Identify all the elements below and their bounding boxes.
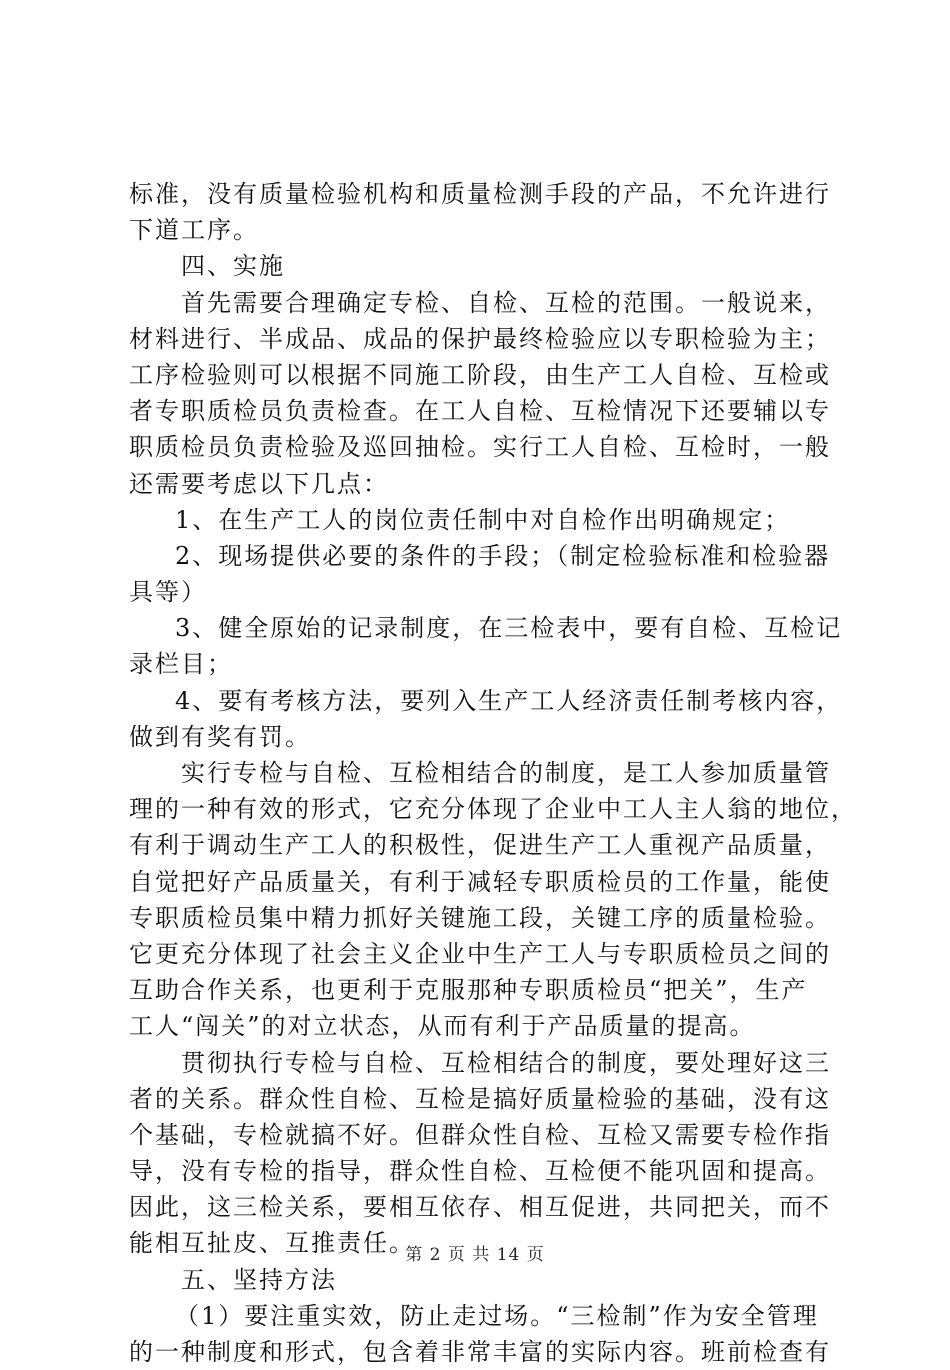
text-line: 因此，这三检关系，要相互依存、相互促进，共同把关，而不 [129,1193,831,1222]
text-line: 贯彻执行专检与自检、互检相结合的制度，要处理好这三 [181,1048,831,1077]
text-line: 做到有奖有罚。 [129,722,311,751]
text-line: 录栏目； [129,650,233,679]
text-line: 职质检员负责检验及巡回抽检。实行工人自检、互检时，一般 [129,433,831,462]
text-line: 五、坚持方法 [181,1265,337,1294]
text-line: 3、健全原始的记录制度，在三检表中，要有自检、互检记 [175,614,843,643]
text-line: 还需要考虑以下几点： [129,469,389,498]
text-line: 首先需要合理确定专检、自检、互检的范围。一般说来， [181,288,831,317]
body-text [129,176,857,1370]
text-line: 实行专检与自检、互检相结合的制度，是工人参加质量管 [181,759,831,787]
text-line: 个基础，专检就搞不好。但群众性自检、互检又需要专检作指 [129,1120,831,1149]
text-line: 2、现场提供必要的条件的手段；（制定检验标准和检验器 [175,541,831,570]
text-line: 标准，没有质量检验机构和质量检测手段的产品，不允许进行 [129,180,831,208]
text-line: 导，没有专检的指导，群众性自检、互检便不能巩固和提高。 [129,1157,831,1186]
text-line: 有利于调动生产工人的积极性，促进生产工人重视产品质量， [129,831,831,860]
text-line: 1、在生产工人的岗位责任制中对自检作出明确规定； [175,505,791,534]
text-line: 者专职质检员负责检查。在工人自检、互检情况下还要辅以专 [129,397,831,426]
text-line: 具等） [129,578,207,607]
text-line: 互助合作关系，也更利于克服那种专职质检员“把关”，生产 [129,976,808,1005]
page-footer: 第 2 页 共 14 页 [405,1245,545,1265]
text-line: 4、要有考核方法，要列入生产工人经济责任制考核内容， [175,686,843,715]
text-line: （1）要注重实效，防止走过场。“三检制”作为安全管理 [175,1301,819,1330]
text-line: 工人“闯关”的对立状态，从而有利于产品质量的提高。 [129,1012,756,1041]
text-line: 材料进行、半成品、成品的保护最终检验应以专职检验为主； [129,324,831,353]
text-line: 理的一种有效的形式，它充分体现了企业中工人主人翁的地位， [129,795,857,824]
text-line: 者的关系。群众性自检、互检是搞好质量检验的基础，没有这 [129,1084,831,1113]
text-line: 能相互扯皮、互推责任。 [129,1229,415,1258]
text-line: 专职质检员集中精力抓好关键施工段，关键工序的质量检验。 [129,903,831,932]
text-line: 四、实施 [181,252,285,281]
text-line: 的一种制度和形式，包含着非常丰富的实际内容。班前检查有 [129,1338,831,1366]
text-line: 自觉把好产品质量关，有利于减轻专职质检员的工作量，能使 [129,867,831,896]
text-line: 下道工序。 [129,216,259,245]
text-line: 它更充分体现了社会主义企业中生产工人与专职质检员之间的 [129,939,831,968]
text-line: 工序检验则可以根据不同施工阶段，由生产工人自检、互检或 [129,360,831,389]
